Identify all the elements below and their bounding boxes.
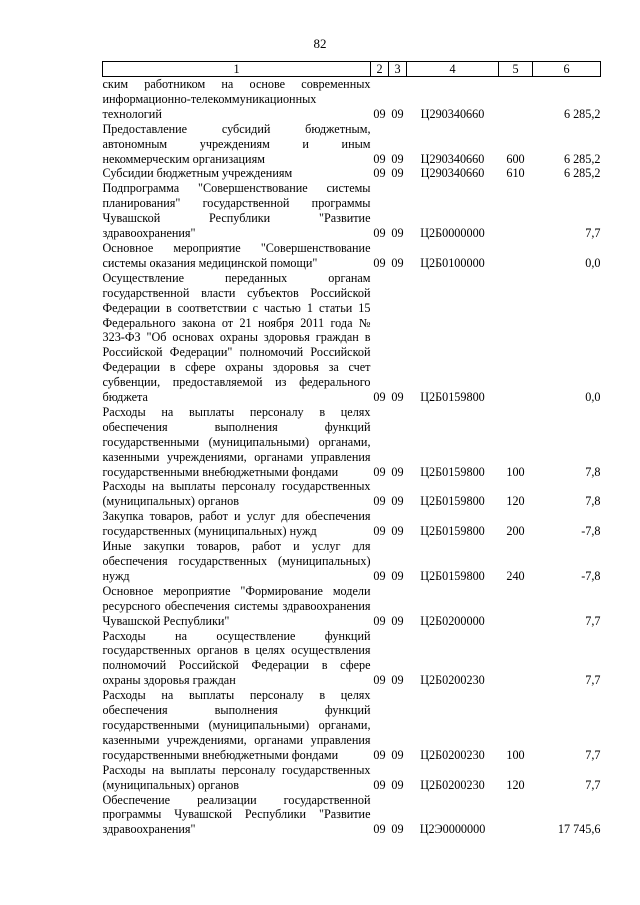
table-row	[103, 166, 601, 181]
header-col-6: 6	[533, 62, 601, 77]
row-expense-type	[499, 77, 533, 122]
row-amount: 6 285,2	[563, 151, 601, 166]
row-subsection: 09	[391, 166, 404, 181]
page-number: 82	[313, 36, 327, 51]
row-subsection: 09	[391, 524, 404, 539]
table-row	[103, 122, 601, 167]
row-target-code: Ц2Б0159800	[420, 494, 485, 509]
row-section: 09	[373, 226, 386, 241]
row-name: Иные закупки товаров, работ и услуг для обеспечения государственных (муниципальных) нужд	[102, 539, 371, 583]
row-section: 09	[373, 494, 386, 509]
row-subsection: 09	[391, 673, 404, 688]
row-amount: 7,7	[585, 747, 601, 762]
row-subsection: 09	[391, 747, 404, 762]
header-col-3: 3	[389, 62, 407, 77]
table-row	[103, 629, 601, 689]
row-name: Субсидии бюджетным учреждениям	[102, 166, 293, 181]
row-name: Расходы на выплаты персоналу государственных (муниципальных) органов	[102, 479, 371, 509]
row-subsection: 09	[391, 822, 404, 837]
row-expense-type: 100	[506, 464, 525, 479]
row-subsection: 09	[391, 464, 404, 479]
row-name: Обеспечение реализации государственной программы Чувашской Республики "Развитие здравоохранения"	[102, 792, 371, 837]
row-name: Предоставление субсидий бюджетным, автономным учреждениям и иным некоммерческим организациям	[102, 121, 371, 166]
row-target-code: Ц290340660	[420, 106, 485, 121]
row-expense-type	[499, 271, 533, 405]
header-col-1: 1	[103, 62, 371, 77]
row-subsection: 09	[391, 777, 404, 792]
row-target-code: Ц2Б0200230	[420, 777, 485, 792]
table-row	[103, 241, 601, 271]
table-row	[103, 539, 601, 584]
row-amount: 6 285,2	[563, 166, 601, 181]
row-target-code: Ц2Б0200230	[420, 747, 485, 762]
table-row	[103, 793, 601, 838]
row-section: 09	[373, 568, 386, 583]
row-expense-type: 120	[506, 494, 525, 509]
row-expense-type: 120	[506, 777, 525, 792]
table-row	[103, 77, 601, 122]
row-expense-type	[499, 181, 533, 241]
row-target-code: Ц2Б0159800	[420, 390, 485, 405]
row-amount: 7,7	[585, 673, 601, 688]
row-target-code: Ц2Э0000000	[419, 822, 486, 837]
row-name: Расходы на осуществление функций государственных органов в целях осуществления полномочий Российской Федерации в сфере охраны здоровья граждан	[102, 628, 371, 688]
row-section: 09	[373, 151, 386, 166]
row-name: Подпрограмма "Совершенствование системы планирования" государственной программы Чувашской Республики "Развитие здравоохранения"	[102, 181, 371, 241]
row-target-code: Ц2Б0000000	[420, 226, 485, 241]
row-expense-type: 100	[506, 747, 525, 762]
row-section: 09	[373, 747, 386, 762]
row-subsection: 09	[391, 613, 404, 628]
row-expense-type	[499, 241, 533, 271]
row-section: 09	[373, 613, 386, 628]
row-target-code: Ц2Б0100000	[420, 255, 485, 270]
row-subsection: 09	[391, 151, 404, 166]
row-target-code: Ц2Б0200000	[420, 613, 485, 628]
row-expense-type: 600	[506, 151, 525, 166]
row-section: 09	[373, 166, 386, 181]
row-section: 09	[373, 390, 386, 405]
table-row	[103, 584, 601, 629]
row-amount: 0,0	[585, 390, 601, 405]
row-amount: 6 285,2	[563, 106, 601, 121]
row-amount: -7,8	[581, 524, 601, 539]
row-expense-type: 240	[506, 568, 525, 583]
row-amount: 7,7	[585, 226, 601, 241]
table-row	[103, 688, 601, 763]
row-amount: -7,8	[581, 568, 601, 583]
row-name: Основное мероприятие "Совершенствование системы оказания медицинской помощи"	[102, 240, 371, 270]
row-expense-type	[499, 584, 533, 629]
row-target-code: Ц290340660	[420, 166, 485, 181]
row-name: Расходы на выплаты персоналу в целях обеспечения выполнения функций государственными (муниципальными) органами, казенными учреждениями, органами управления государственными внебюджетными фондами	[102, 404, 371, 479]
row-name: Закупка товаров, работ и услуг для обеспечения государственных (муниципальных) нужд	[102, 509, 371, 539]
row-subsection: 09	[391, 568, 404, 583]
row-amount: 7,8	[585, 464, 601, 479]
row-amount: 17 745,6	[557, 822, 601, 837]
row-target-code: Ц290340660	[420, 151, 485, 166]
row-section: 09	[373, 106, 386, 121]
budget-table	[102, 61, 601, 837]
row-section: 09	[373, 673, 386, 688]
row-name: Расходы на выплаты персоналу государственных (муниципальных) органов	[102, 762, 371, 792]
row-expense-type	[499, 629, 533, 689]
table-row	[103, 405, 601, 480]
row-expense-type: 610	[506, 166, 525, 181]
table-row	[103, 271, 601, 405]
row-amount: 7,8	[585, 494, 601, 509]
table-row	[103, 181, 601, 241]
table-body	[103, 77, 601, 838]
row-subsection: 09	[391, 494, 404, 509]
row-amount: 7,7	[585, 777, 601, 792]
row-target-code: Ц2Б0159800	[420, 464, 485, 479]
row-expense-type	[499, 793, 533, 838]
header-col-4: 4	[407, 62, 499, 77]
header-col-2: 2	[371, 62, 389, 77]
header-col-5: 5	[499, 62, 533, 77]
row-name: Осуществление переданных органам государственной власти субъектов Российской Федерации в соответствии с частью 1 статьи 15 Федерального закона от 21 ноября 2011 года № 323-ФЗ "Об основах охраны здоровья граждан в Российской Федерации" полномочий Российской Федерации в сфере охраны здоровья за счет субвенции, предоставляемой из федерального бюджета	[102, 270, 371, 405]
row-section: 09	[373, 255, 386, 270]
row-subsection: 09	[391, 255, 404, 270]
row-name: Расходы на выплаты персоналу в целях обеспечения выполнения функций государственными (муниципальными) органами, казенными учреждениями, органами управления государственными внебюджетными фондами	[102, 688, 371, 762]
table-header-row	[103, 62, 601, 77]
row-amount: 0,0	[585, 255, 601, 270]
table-row	[103, 509, 601, 539]
row-subsection: 09	[391, 390, 404, 405]
row-amount: 7,7	[585, 613, 601, 628]
row-target-code: Ц2Б0200230	[420, 673, 485, 688]
row-subsection: 09	[391, 226, 404, 241]
row-section: 09	[373, 464, 386, 479]
row-section: 09	[373, 777, 386, 792]
table-row	[103, 763, 601, 793]
row-subsection: 09	[391, 106, 404, 121]
row-target-code: Ц2Б0159800	[420, 568, 485, 583]
row-name: Основное мероприятие "Формирование модели ресурсного обеспечения системы здравоохранения Чувашской Республики"	[102, 583, 371, 628]
row-name: ским работником на основе современных информационно-телекоммуникационных технологий	[102, 77, 371, 121]
row-target-code: Ц2Б0159800	[420, 524, 485, 539]
row-section: 09	[373, 822, 386, 837]
row-section: 09	[373, 524, 386, 539]
table-row	[103, 479, 601, 509]
row-expense-type: 200	[506, 524, 525, 539]
